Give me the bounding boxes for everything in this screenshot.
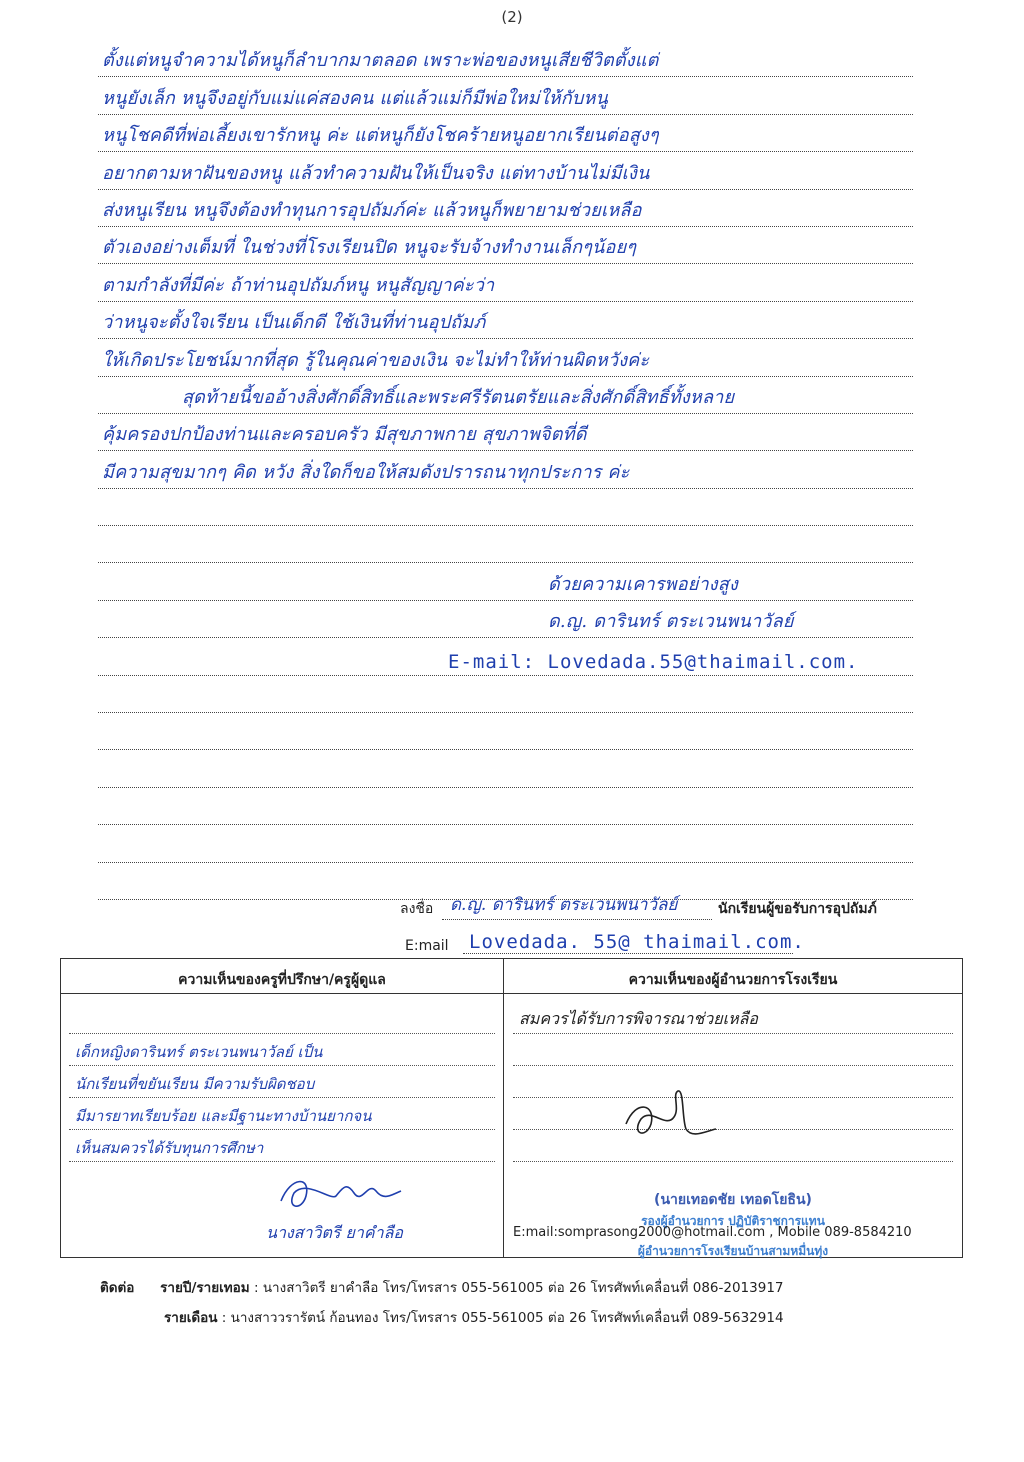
handwritten-text: ว่าหนูจะตั้งใจเรียน เป็นเด็กดี ใช้เงินที่ท่านอุปถัมภ์	[102, 312, 486, 334]
ruled-line	[98, 788, 913, 825]
ruled-line	[98, 115, 913, 152]
handwritten-text: หนูยังเล็ก หนูจึงอยู่กับแม่แค่สองคน แต่แล้วแม่ก็มีพ่อใหม่ให้กับหนู	[102, 87, 609, 109]
director-comment-line	[513, 1003, 953, 1034]
ruled-line	[98, 601, 913, 638]
teacher-comment-line	[69, 1067, 495, 1098]
ruled-line	[98, 451, 913, 488]
letter-body	[98, 40, 913, 900]
contact-label: ติดต่อ	[100, 1280, 135, 1296]
ruled-line	[98, 227, 913, 264]
teacher-signature-mark	[276, 1171, 406, 1221]
director-comment-line	[513, 1067, 953, 1098]
teacher-comment-text: มีมารยาทเรียบร้อย และมีฐานะทางบ้านยากจน	[75, 1107, 372, 1125]
ruled-line	[98, 638, 913, 675]
ruled-line	[98, 377, 913, 414]
handwritten-text: คุ้มครองปกป้องท่านและครอบครัว มีสุขภาพกาย สุขภาพจิตที่ดี	[102, 424, 587, 446]
handwritten-text: ด.ญ. ดารินทร์ ตระเวนพนาวัลย์	[548, 611, 794, 633]
ruled-line	[98, 77, 913, 114]
month-label: รายเดือน	[164, 1310, 218, 1326]
teacher-comment-text: เห็นสมควรได้รับทุนการศึกษา	[75, 1139, 264, 1157]
ruled-line	[98, 563, 913, 600]
director-position-line2: ผู้อำนวยการโรงเรียนบ้านสามหมื่นทุ่ง	[637, 1244, 829, 1258]
teacher-comment-header: ความเห็นของครูที่ปรึกษา/ครูผู้ดูแล	[178, 972, 386, 988]
student-handwritten-name: ด.ญ. ดารินทร์ ตระเวนพนาวัลย์	[450, 895, 678, 915]
ruled-line	[98, 414, 913, 451]
footer-row-month	[100, 1306, 980, 1336]
ruled-line	[98, 302, 913, 339]
handwritten-text: มีความสุขมากๆ คิด หวัง สิ่งใดก็ขอให้สมดังปรารถนาทุกประการ ค่ะ	[102, 461, 630, 483]
page-number: (2)	[501, 8, 523, 26]
student-handwritten-email: Lovedada. 55@ thaimail.com.	[469, 931, 805, 953]
email-field	[463, 929, 805, 954]
handwritten-text: ส่งหนูเรียน หนูจึงต้องทำทุนการอุปถัมภ์ค่ะ แล้วหนูก็พยายามช่วยเหลือ	[102, 199, 642, 221]
director-position-line1: รองผู้อำนวยการ ปฏิบัติราชการแทน	[641, 1214, 825, 1228]
teacher-comment-text: เด็กหญิงดารินทร์ ตระเวนพนาวัลย์ เป็น	[75, 1043, 323, 1061]
signature-label: ลงชื่อ	[400, 901, 434, 917]
ruled-line	[98, 750, 913, 787]
term-contact-text: : นางสาวิตรี ยาคำลือ โทร/โทรสาร 055-561005 ต่อ 26 โทรศัพท์เคลื่อนที่ 086-2013917	[253, 1280, 784, 1296]
ruled-line	[98, 152, 913, 189]
director-comment-line	[513, 1131, 953, 1162]
teacher-comment-line	[69, 1003, 495, 1034]
ruled-line	[98, 713, 913, 750]
director-name: (นายเทอดชัย เทอดโยธิน)	[654, 1192, 812, 1208]
director-contact: E:mail:somprasong2000@hotmail.com , Mobile 089-8584210	[513, 1225, 912, 1240]
student-role: นักเรียนผู้ขอรับการอุปถัมภ์	[718, 901, 877, 917]
term-label: รายปี/รายเทอม	[160, 1280, 250, 1296]
handwritten-text: ให้เกิดประโยชน์มากที่สุด รู้ในคุณค่าของเงิน จะไม่ทำให้ท่านผิดหวังค่ะ	[102, 349, 650, 371]
director-comment-header: ความเห็นของผู้อำนวยการโรงเรียน	[628, 972, 838, 988]
director-comment-line	[513, 1099, 953, 1130]
ruled-line	[98, 489, 913, 526]
handwritten-text: อยากตามหาฝันของหนู แล้วทำความฝันให้เป็นจริง แต่ทางบ้านไม่มีเงิน	[102, 162, 650, 184]
handwritten-text: ตั้งแต่หนูจำความได้หนูก็ลำบากมาตลอด เพราะพ่อของหนูเสียชีวิตตั้งแต่	[102, 50, 659, 72]
ruled-line	[98, 825, 913, 862]
student-email-row	[405, 928, 825, 958]
handwritten-text: หนูโชคดีที่พ่อเลี้ยงเขารักหนู ค่ะ แต่หนูก็ยังโชคร้ายหนูอยากเรียนต่อสูงๆ	[102, 125, 659, 147]
footer-contact	[100, 1276, 980, 1336]
email-label: E:mail	[405, 938, 449, 954]
signature-field	[442, 893, 712, 920]
handwritten-text: ตามกำลังที่มีค่ะ ถ้าท่านอุปถัมภ์หนู หนูสัญญาค่ะว่า	[102, 274, 495, 296]
student-signature-row	[400, 892, 920, 924]
teacher-comment-line	[69, 1035, 495, 1066]
ruled-line	[98, 190, 913, 227]
director-comment-line	[513, 1035, 953, 1066]
ruled-line	[98, 526, 913, 563]
ruled-line	[98, 339, 913, 376]
handwritten-text: E-mail: Lovedada.55@thaimail.com.	[448, 650, 859, 673]
month-contact-text: : นางสาววรารัตน์ ก้อนทอง โทร/โทรสาร 055-561005 ต่อ 26 โทรศัพท์เคลื่อนที่ 089-5632914	[221, 1310, 784, 1326]
teacher-comment-line	[69, 1131, 495, 1162]
ruled-line	[98, 264, 913, 301]
handwritten-text: สุดท้ายนี้ขออ้างสิ่งศักดิ์สิทธิ์และพระศรีรัตนตรัยและสิ่งศักดิ์สิทธิ์ทั้งหลาย	[182, 386, 735, 408]
director-signature-mark	[616, 1089, 726, 1149]
teacher-comment-text: นักเรียนที่ขยันเรียน มีความรับผิดชอบ	[75, 1075, 315, 1093]
ruled-line	[98, 676, 913, 713]
header-rule	[61, 993, 962, 994]
ruled-line	[98, 40, 913, 77]
handwritten-text: ตัวเองอย่างเต็มที่ ในช่วงที่โรงเรียนปิด หนูจะรับจ้างทำงานเล็กๆน้อยๆ	[102, 237, 637, 259]
footer-row-term	[100, 1276, 980, 1306]
comments-table	[60, 958, 963, 1258]
director-comment-text: สมควรได้รับการพิจารณาช่วยเหลือ	[519, 1009, 759, 1028]
teacher-comment-line	[69, 1099, 495, 1130]
teacher-name: นางสาวิตรี ยาคำลือ	[266, 1223, 403, 1242]
handwritten-text: ด้วยความเคารพอย่างสูง	[548, 573, 738, 595]
